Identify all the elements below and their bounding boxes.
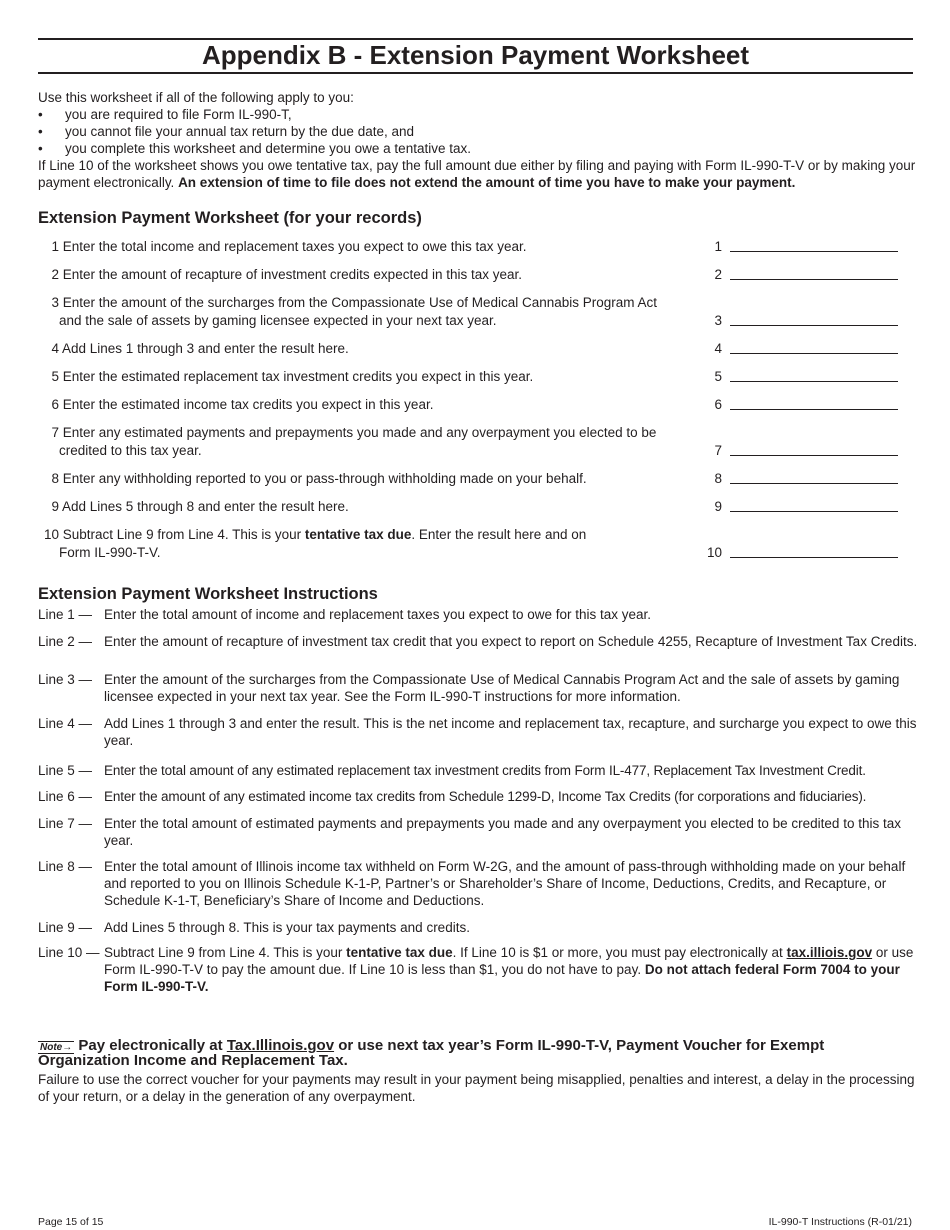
note-body: Failure to use the correct voucher for your payments may result in your payment being misapplied, penalties and interest, a delay in the processing of your return, or a delay in the generation of any overpayment. <box>38 1072 915 1104</box>
amount-field[interactable] <box>698 470 898 488</box>
form-revision: IL-990-T Instructions (R-01/21) <box>768 1216 912 1228</box>
instruction-label: Line 4 — <box>38 716 93 731</box>
worksheet-line <box>38 368 898 386</box>
intro-paragraph-bold: An extension of time to file does not extend the amount of time you have to make your payment. <box>178 175 796 190</box>
instruction-label: Line 5 — <box>38 763 93 778</box>
worksheet-line-text <box>38 238 698 256</box>
worksheet-line-text <box>38 526 698 562</box>
instruction-label: Line 6 — <box>38 789 93 804</box>
field-label: 3 <box>714 313 722 328</box>
note-icon-label: Note <box>40 1042 63 1053</box>
intro-bullet <box>38 106 918 123</box>
page-title: Appendix B - Extension Payment Worksheet <box>201 40 750 70</box>
line-text-continued: Form IL-990-T-V. <box>59 545 161 560</box>
tax-illinois-link[interactable]: Tax.Illinois.gov <box>226 1037 335 1054</box>
instruction-label: Line 7 — <box>38 816 93 831</box>
line-number: 1 <box>51 239 59 254</box>
instruction-text: Enter the amount of any estimated income tax credits from Schedule 1299-D, Income Tax Credits (for corporations and fiduciaries). <box>104 789 867 804</box>
bullet-icon: • <box>38 141 43 156</box>
intro-bullet <box>38 123 918 140</box>
line-number: 8 <box>51 471 59 486</box>
instruction-text: Enter the total amount of income and replacement taxes you expect to owe for this tax year. <box>104 607 652 622</box>
amount-field[interactable] <box>698 396 898 414</box>
entry-line <box>730 325 898 326</box>
field-label: 7 <box>714 443 722 458</box>
bullet-text: you complete this worksheet and determine you owe a tentative tax. <box>65 141 471 156</box>
entry-line <box>730 409 898 410</box>
instruction-line-10 <box>38 944 918 995</box>
instruction-text: Enter the total amount of estimated payments and prepayments you made and any overpayment you elected to be credited to this tax year. <box>104 816 901 848</box>
instruction-text: Enter the amount of the surcharges from the Compassionate Use of Medical Cannabis Program Act and the sale of assets by gaming licensee expected in your next tax year. See the Form IL-990-T instructions for more information. <box>104 672 900 704</box>
worksheet-line-text <box>38 424 718 460</box>
instruction-line <box>38 715 918 749</box>
worksheet-line <box>38 498 898 516</box>
instruction-text-part: . If Line 10 is $1 or more, you must pay electronically at <box>452 945 787 960</box>
field-label: 2 <box>714 267 722 282</box>
line-text: Enter any estimated payments and prepayments you made and any overpayment you elected to be <box>62 425 657 440</box>
amount-field[interactable] <box>698 544 898 562</box>
line-text-bold: tentative tax due <box>304 527 412 542</box>
worksheet-line-text <box>38 294 718 330</box>
entry-line <box>730 381 898 382</box>
line-text: Enter the total income and replacement taxes you expect to owe this tax year. <box>62 239 527 254</box>
instruction-label: Line 2 — <box>38 634 93 649</box>
instruction-text <box>104 944 918 995</box>
field-label: 4 <box>714 341 722 356</box>
instruction-text: Add Lines 1 through 3 and enter the result. This is the net income and replacement tax, recapture, and surcharge you expect to owe this year. <box>104 716 917 748</box>
entry-line <box>730 455 898 456</box>
intro-bullet <box>38 140 918 157</box>
instruction-label: Line 9 — <box>38 920 93 935</box>
entry-line <box>730 557 898 558</box>
instruction-line <box>38 633 918 650</box>
instruction-text-bold: tentative tax due <box>346 945 453 960</box>
worksheet-line <box>38 526 898 562</box>
instruction-line <box>38 788 918 805</box>
instruction-line <box>38 671 918 705</box>
instruction-text-part: Subtract Line 9 from Line 4. This is your <box>104 945 347 960</box>
worksheet-line <box>38 340 898 358</box>
note-heading <box>38 1039 918 1068</box>
amount-field[interactable] <box>698 266 898 284</box>
note-text-end: or use next tax year’s Form IL-990-T-V, Payment Voucher for Exempt Organization Income and Replacement Tax. <box>38 1037 825 1069</box>
note-text: Pay electronically at <box>74 1037 227 1054</box>
line-text: Enter the estimated income tax credits you expect in this year. <box>62 397 434 412</box>
line-text-end: . Enter the result here and on <box>411 527 587 542</box>
bullet-icon: • <box>38 107 43 122</box>
instruction-text: Enter the total amount of Illinois income tax withheld on Form W-2G, and the amount of pass-through withholding made on your behalf and reported to you on Illinois Schedule K-1-P, Partner’s or Shareholder’s Share of Income, Deductions, Credits, and Recapture, or Schedule K-1-T, Beneficiary’s Share of Income and Deductions. <box>104 859 906 908</box>
instruction-line <box>38 858 918 909</box>
line-text: Enter the amount of the surcharges from the Compassionate Use of Medical Cannabis Program Act <box>62 295 658 310</box>
instruction-line <box>38 919 918 936</box>
worksheet-line <box>38 470 898 488</box>
instruction-text: Enter the amount of recapture of investment tax credit that you expect to report on Schedule 4255, Recapture of Investment Tax Credits. <box>104 634 918 649</box>
instructions-heading: Extension Payment Worksheet Instructions <box>38 585 378 603</box>
entry-line <box>730 279 898 280</box>
worksheet-line <box>38 266 898 284</box>
worksheet-line-text <box>38 470 698 488</box>
worksheet-line <box>38 396 898 414</box>
line-number: 6 <box>51 397 59 412</box>
entry-line <box>730 353 898 354</box>
title-bottom-rule <box>38 72 913 74</box>
instruction-text-part: or use Form IL-990-T-V to pay the amount due. If Line 10 is less than $1, you do not have to pay. <box>104 945 914 977</box>
line-text: Subtract Line 9 from Line 4. This is your <box>62 527 305 542</box>
line-text: Enter the estimated replacement tax investment credits you expect in this year. <box>62 369 534 384</box>
line-number: 4 <box>51 341 59 356</box>
instruction-line <box>38 762 918 779</box>
line-text: Add Lines 5 through 8 and enter the result here. <box>62 499 349 514</box>
intro-paragraph <box>38 157 918 191</box>
worksheet-line-text <box>38 498 698 516</box>
amount-field[interactable] <box>698 312 898 330</box>
worksheet-heading: Extension Payment Worksheet (for your records) <box>38 209 422 227</box>
instruction-label: Line 10 — <box>38 945 100 960</box>
line-text: Enter the amount of recapture of investment credits expected in this tax year. <box>62 267 523 282</box>
line-text: Add Lines 1 through 3 and enter the result here. <box>62 341 349 356</box>
intro-lead: Use this worksheet if all of the following apply to you: <box>38 90 354 105</box>
page-number: Page 15 of 15 <box>38 1216 104 1228</box>
worksheet-line-text <box>38 266 698 284</box>
entry-line <box>730 511 898 512</box>
instruction-line <box>38 606 918 623</box>
intro <box>38 89 918 191</box>
instruction-line <box>38 815 918 849</box>
entry-line <box>730 251 898 252</box>
line-number: 5 <box>51 369 59 384</box>
line-number: 7 <box>51 425 59 440</box>
worksheet-line-text <box>38 368 698 386</box>
line-number: 9 <box>51 499 59 514</box>
instruction-text: Add Lines 5 through 8. This is your tax payments and credits. <box>104 920 470 935</box>
instruction-text-bold: Do not attach federal Form 7004 to your Form IL-990-T-V. <box>104 962 900 994</box>
instruction-label: Line 3 — <box>38 672 93 687</box>
worksheet-line <box>38 294 898 330</box>
field-label: 6 <box>714 397 722 412</box>
instruction-label: Line 8 — <box>38 859 93 874</box>
worksheet-line <box>38 238 898 256</box>
field-label: 8 <box>714 471 722 486</box>
worksheet-line-text <box>38 396 698 414</box>
amount-field[interactable] <box>698 368 898 386</box>
amount-field[interactable] <box>698 442 898 460</box>
line-text-continued: credited to this tax year. <box>59 443 202 458</box>
bullet-text: you are required to file Form IL-990-T, <box>65 107 292 122</box>
field-label: 5 <box>714 369 722 384</box>
line-text-continued: and the sale of assets by gaming licensee expected in your next tax year. <box>59 313 497 328</box>
amount-field[interactable] <box>698 238 898 256</box>
amount-field[interactable] <box>698 340 898 358</box>
instruction-text: Enter the total amount of any estimated replacement tax investment credits from Form IL-477, Replacement Tax Investment Credit. <box>104 763 866 778</box>
amount-field[interactable] <box>698 498 898 516</box>
tax-website-link[interactable]: tax.illiois.gov <box>786 945 873 960</box>
instruction-label: Line 1 — <box>38 607 93 622</box>
line-text: Enter any withholding reported to you or pass-through withholding made on your behalf. <box>62 471 587 486</box>
intro-paragraph-text: If Line 10 of the worksheet shows you owe tentative tax, pay the full amount due either by filing and paying with Form IL-990-T-V or by making your payment electronically. <box>38 158 916 190</box>
note-arrow-icon: Note→ <box>40 1042 73 1053</box>
bullet-icon: • <box>38 124 43 139</box>
entry-line <box>730 483 898 484</box>
worksheet-line <box>38 424 898 460</box>
worksheet-line-text <box>38 340 698 358</box>
field-label: 10 <box>706 545 722 560</box>
field-label: 1 <box>714 239 722 254</box>
line-number: 2 <box>51 267 59 282</box>
field-label: 9 <box>714 499 722 514</box>
line-number: 3 <box>51 295 59 310</box>
line-number: 10 <box>43 527 59 542</box>
bullet-text: you cannot file your annual tax return by the due date, and <box>65 124 414 139</box>
